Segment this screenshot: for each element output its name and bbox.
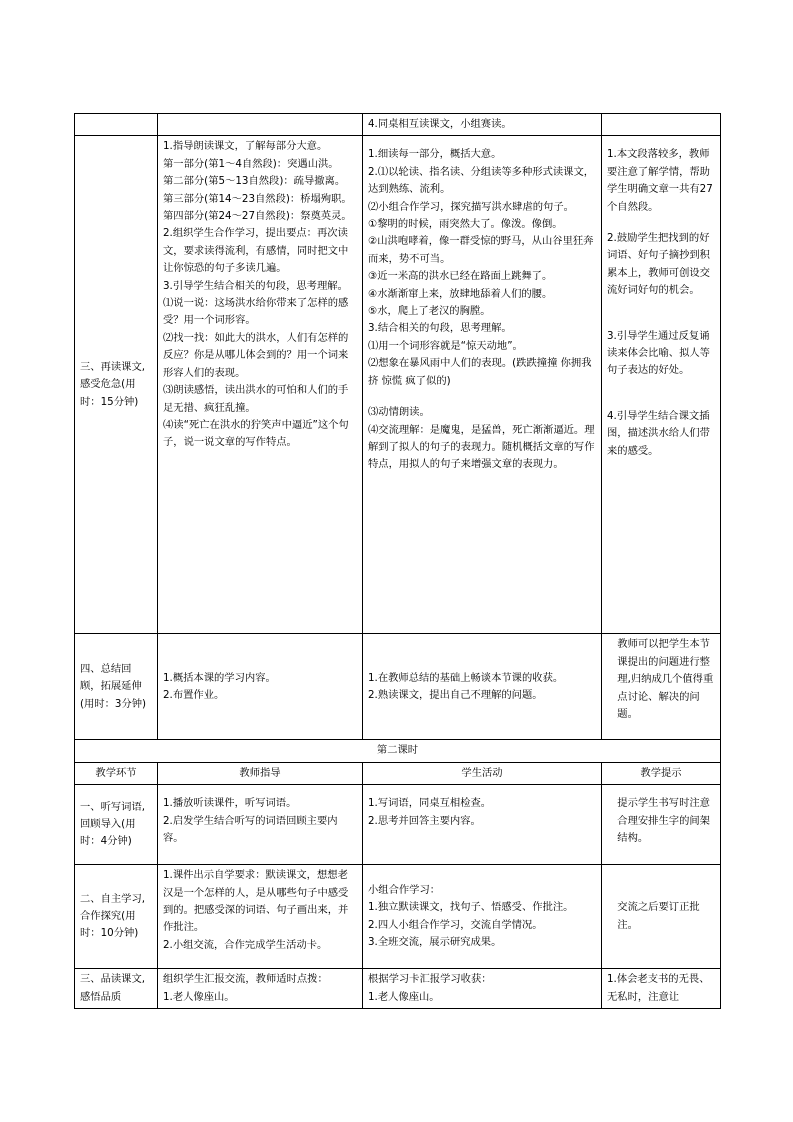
tips-text: 4.引导学生结合课文插图，描述洪水给人们带来的感受。 — [607, 409, 710, 457]
guide-text: ⑶朗读感悟，读出洪水的可怕和人们的手足无措、疯狂乱撞。 — [163, 384, 349, 414]
stage-cell — [75, 865, 158, 969]
activity-text: ⑶动情朗读。 — [368, 406, 430, 419]
activity-cell — [363, 785, 602, 865]
stage-cell — [75, 785, 158, 865]
guide-cell — [158, 114, 363, 136]
guide-text: 1.概括本课的学习内容。 — [163, 671, 276, 684]
activity-text: 2.熟读课文，提出自己不理解的问题。 — [368, 688, 543, 701]
stage-label: 三、再读课文,感受危急(用时：15分钟) — [80, 360, 146, 408]
activity-text: ⑤水，爬上了老汉的胸膛。 — [368, 305, 491, 318]
guide-text: 1.课件出示自学要求：默读课文，想想老汉是一个怎样的人，是从哪些句子中感受到的。把感受深的词语、句子画出来，并作批注。 — [163, 869, 349, 934]
guide-text: 1.播放听读课件，听写词语。 — [163, 797, 297, 810]
activity-text: 2.⑴以轮读、指名读、分组读等多种形式读课文，达到熟练、流利。 — [368, 165, 595, 196]
tips-cell — [602, 785, 721, 865]
column-header: 教学环节 — [75, 762, 158, 784]
guide-cell — [158, 136, 363, 634]
guide-text: 1.指导朗读课文，了解每部分大意。 — [163, 140, 328, 153]
stage-label: 三、品读课文,感悟品质 — [80, 973, 146, 1003]
activity-text: 1.在教师总结的基础上畅谈本节课的收获。 — [368, 671, 564, 684]
stage-label: 二、自主学习,合作探究(用时：10分钟) — [80, 892, 146, 940]
tips-cell — [602, 114, 721, 136]
guide-text: ⑷读“死亡在洪水的狞笑声中逼近”这个句子，说一说文章的写作特点。 — [163, 418, 349, 449]
stage-cell — [75, 634, 158, 740]
table-row — [75, 865, 721, 969]
stage-cell — [75, 136, 158, 634]
guide-text: 第三部分(第14～23自然段)：桥塌殉职。 — [163, 192, 352, 205]
activity-text: 1.老人像座山。 — [368, 990, 440, 1003]
stage-cell — [75, 114, 158, 136]
activity-text: 1.写词语，同桌互相检查。 — [368, 797, 492, 810]
lesson-plan-table — [74, 113, 721, 1009]
activity-cell — [363, 865, 602, 969]
activity-text: ①黎明的时候，雨突然大了。像泼。像倒。 — [368, 218, 563, 231]
stage-label: 四、总结回顾，拓展延伸(用时：3分钟) — [80, 662, 147, 710]
activity-cell — [363, 969, 602, 1009]
column-header: 学生活动 — [363, 762, 602, 784]
guide-text: 2.组织学生合作学习，提出要点：再次读文，要求读得流利，有感情，同时把文中让你惊恐的句子多读几遍。 — [163, 227, 349, 275]
column-header: 教师指导 — [158, 762, 363, 784]
activity-text: 2.四人小组合作学习，交流自学情况。 — [368, 918, 543, 931]
guide-text: 第四部分(第24～27自然段)：祭奠英灵。 — [163, 210, 352, 223]
tips-text: 3.引导学生通过反复诵读来体会比喻、拟人等句子表达的好处。 — [607, 329, 710, 377]
guide-text: ⑴说一说：这场洪水给你带来了怎样的感受？用一个词形容。 — [163, 297, 349, 327]
guide-cell — [158, 785, 363, 865]
tips-cell — [602, 634, 721, 740]
table-row — [75, 114, 721, 136]
table-row — [75, 136, 721, 634]
activity-text: 4.同桌相互读课文，小组赛读。 — [368, 118, 512, 130]
guide-cell — [158, 969, 363, 1009]
section-title: 第二课时 — [75, 740, 721, 762]
table-header-row — [75, 762, 721, 784]
activity-text: ②山洪咆哮着，像一群受惊的野马，从山谷里狂奔而来，势不可当。 — [368, 235, 594, 265]
tips-text: 2.鼓励学生把找到的好词语、好句子摘抄到积累本上，教师可创设交流好词好句的机会。 — [607, 232, 710, 297]
guide-text: 1.老人像座山。 — [163, 990, 235, 1003]
stage-label: 一、听写词语,回顾导入(用时：4分钟) — [80, 800, 146, 848]
activity-text: ⑷交流理解：是魔鬼，是猛兽，死亡渐渐逼近。理解到了拟人的句子的表现力。随机概括文章的写作特点，用拟人的句子来增强文章的表现力。 — [368, 423, 595, 471]
guide-text: 组织学生汇报交流，教师适时点拨： — [163, 973, 328, 986]
activity-text: 1.细读每一部分，概括大意。 — [368, 148, 502, 161]
table-row — [75, 969, 721, 1009]
guide-text: 2.启发学生结合听写的词语回顾主要内容。 — [163, 814, 338, 845]
tips-cell — [602, 969, 721, 1009]
guide-cell — [158, 634, 363, 740]
table-row — [75, 785, 721, 865]
table-row — [75, 634, 721, 740]
activity-text: 3.全班交流，展示研究成果。 — [368, 936, 502, 949]
activity-text: 3.结合相关的句段，思考理解。 — [368, 322, 512, 335]
activity-text: 1.独立默读课文，找句子、悟感受、作批注。 — [368, 901, 574, 914]
column-header: 教学提示 — [602, 762, 721, 784]
guide-text: ⑵找一找：如此大的洪水，人们有怎样的反应？你是从哪儿体会到的？用一个词来形容人们的表现。 — [163, 331, 349, 379]
guide-text: 第二部分(第5～13自然段)：疏导撤离。 — [163, 175, 346, 188]
activity-cell — [363, 136, 602, 634]
activity-cell — [363, 114, 602, 136]
tips-text: 1.本文段落较多，教师要注意了解学情，帮助学生明确文章一共有27个自然段。 — [607, 148, 713, 213]
activity-text: ③近一米高的洪水已经在路面上跳舞了。 — [368, 270, 553, 283]
guide-text: 2.小组交流，合作完成学生活动卡。 — [163, 938, 328, 951]
tips-cell — [602, 136, 721, 634]
guide-text: 2.布置作业。 — [163, 688, 225, 701]
activity-text: ⑵想象在暴风雨中人们的表现。(跌跌撞撞 你拥我挤 惊慌 疯了似的) — [368, 357, 592, 387]
tips-text: 提示学生书写时注意合理安排生字的间架结构。 — [617, 797, 710, 845]
stage-cell — [75, 969, 158, 1009]
activity-text: ⑵小组合作学习，探究描写洪水肆虐的句子。 — [368, 200, 574, 213]
tips-text: 1.体会老支书的无畏、无私时，注意让 — [607, 973, 710, 1003]
tips-cell — [602, 865, 721, 969]
activity-cell — [363, 634, 602, 740]
activity-text: ④水渐渐窜上来，放肆地舔着人们的腰。 — [368, 287, 553, 300]
tips-text: 交流之后要订正批注。 — [617, 901, 700, 931]
activity-text: 2.思考并回答主要内容。 — [368, 814, 481, 827]
guide-text: 第一部分(第1～4自然段)：突遇山洪。 — [163, 157, 339, 170]
activity-text: 小组合作学习： — [368, 883, 441, 896]
guide-text: 3.引导学生结合相关的句段，思考理解。 — [163, 279, 348, 292]
activity-text: ⑴用一个词形容就是“惊天动地”。 — [368, 339, 523, 352]
guide-cell — [158, 865, 363, 969]
table-row — [75, 740, 721, 762]
activity-text: 根据学习卡汇报学习收获： — [368, 973, 492, 986]
tips-text: 教师可以把学生本节课提出的问题进行整理,归纳成几个值得重点讨论、解决的问题。 — [617, 638, 714, 721]
